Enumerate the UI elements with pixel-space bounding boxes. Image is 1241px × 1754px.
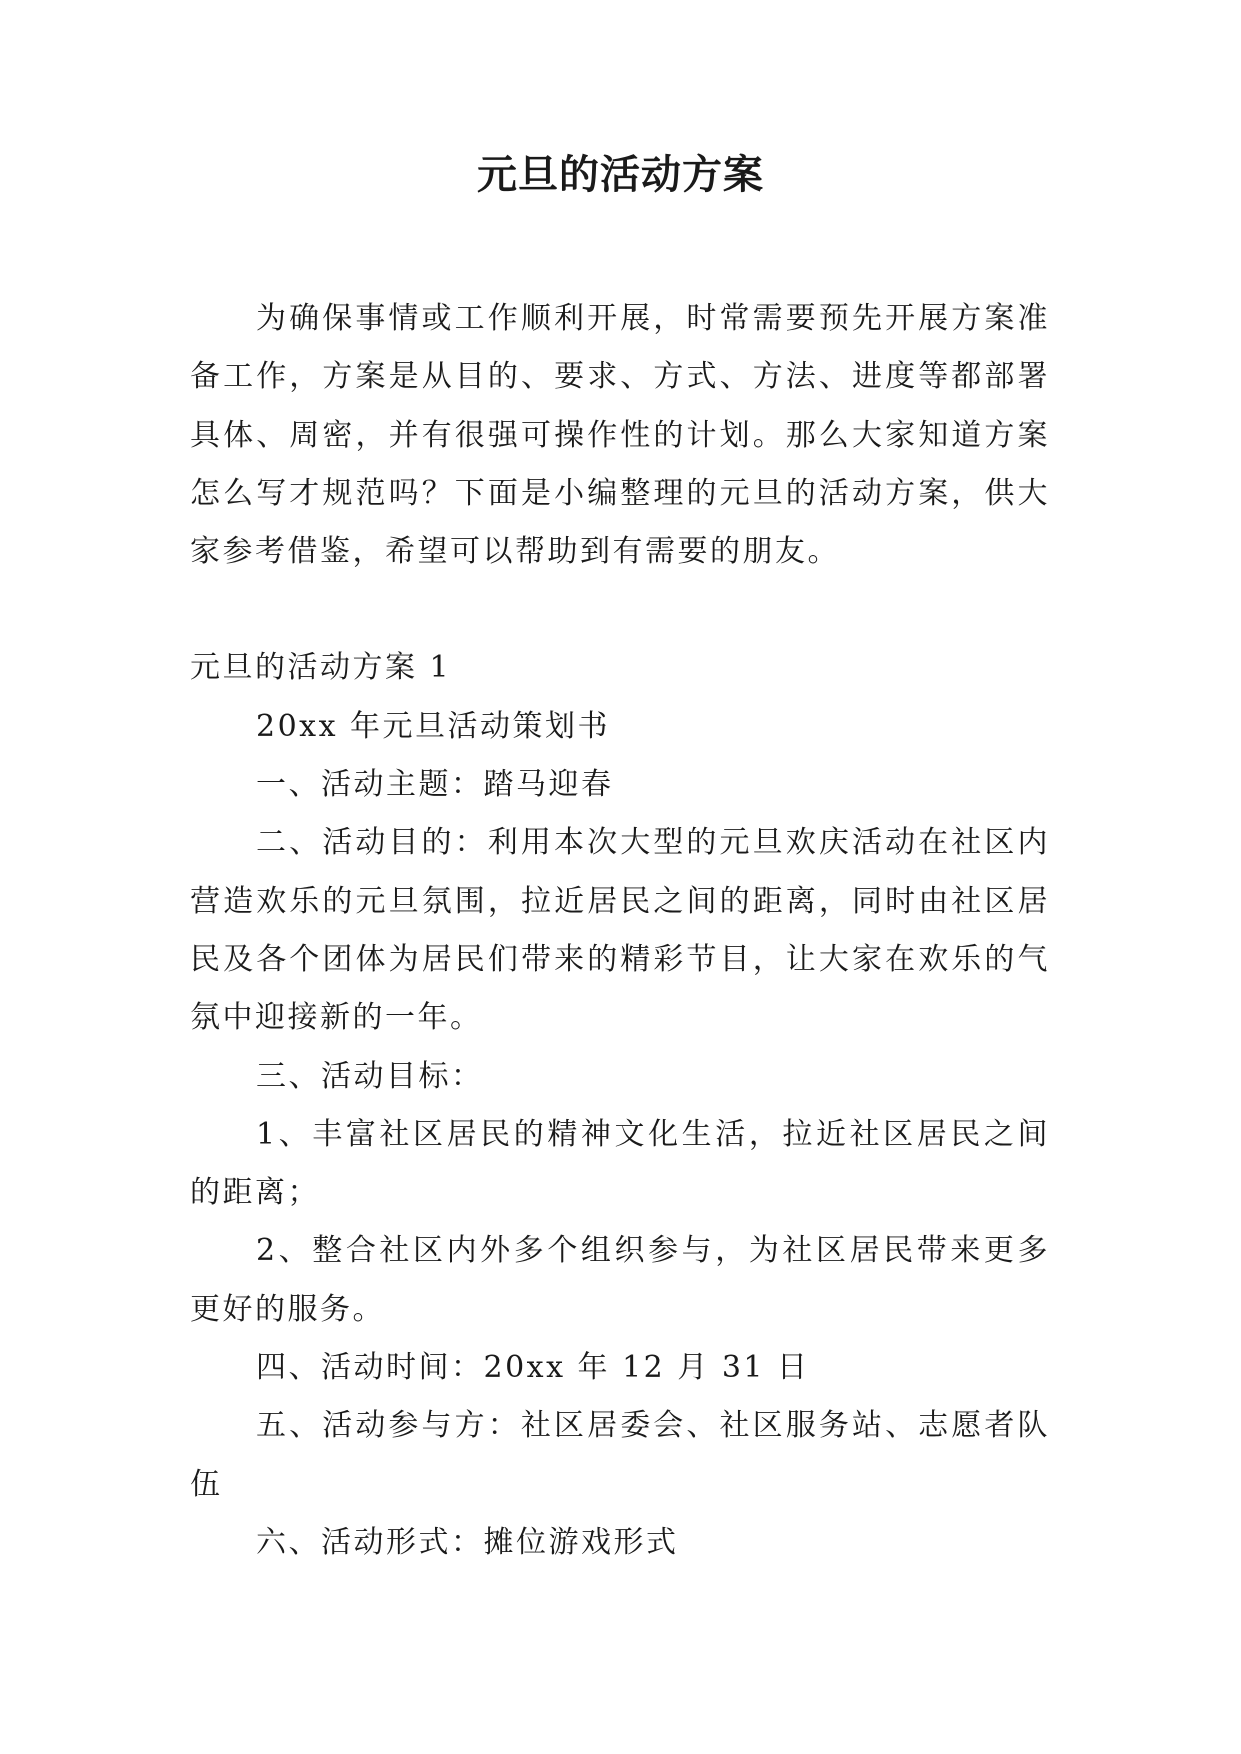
body-paragraph: 四、活动时间：20xx 年 12 月 31 日: [256, 1350, 810, 1386]
body-paragraph: 1、丰富社区居民的精神文化生活，拉近社区居民之间的距离；: [190, 1116, 1050, 1211]
body-paragraph: 二、活动目的：利用本次大型的元旦欢庆活动在社区内营造欢乐的元旦氛围，拉近居民之间的距离，同时由社区居民及各个团体为居民们带来的精彩节目，让大家在欢乐的气氛中迎接新的一年。: [190, 825, 1050, 1036]
body-paragraph: 五、活动参与方：社区居委会、社区服务站、志愿者队伍: [190, 1408, 1050, 1502]
document-body: [190, 290, 1050, 1572]
intro-paragraph: 为确保事情或工作顺利开展，时常需要预先开展方案准备工作，方案是从目的、要求、方式、方法、进度等都部署具体、周密，并有很强可操作性的计划。那么大家知道方案怎么写才规范吗？下面是小编整理的元旦的活动方案，供大家参考借鉴，希望可以帮助到有需要的朋友。: [190, 301, 1050, 570]
body-paragraph: 六、活动形式：摊位游戏形式: [256, 1524, 679, 1560]
body-paragraph: 一、活动主题：踏马迎春: [256, 767, 614, 803]
document-title: 元旦的活动方案: [477, 151, 764, 198]
section-heading: 元旦的活动方案 1: [190, 650, 452, 686]
body-paragraph: 三、活动目标：: [256, 1058, 484, 1094]
body-paragraph: 2、整合社区内外多个组织参与，为社区居民带来更多更好的服务。: [190, 1233, 1050, 1327]
body-paragraph: 20xx 年元旦活动策划书: [256, 708, 611, 744]
